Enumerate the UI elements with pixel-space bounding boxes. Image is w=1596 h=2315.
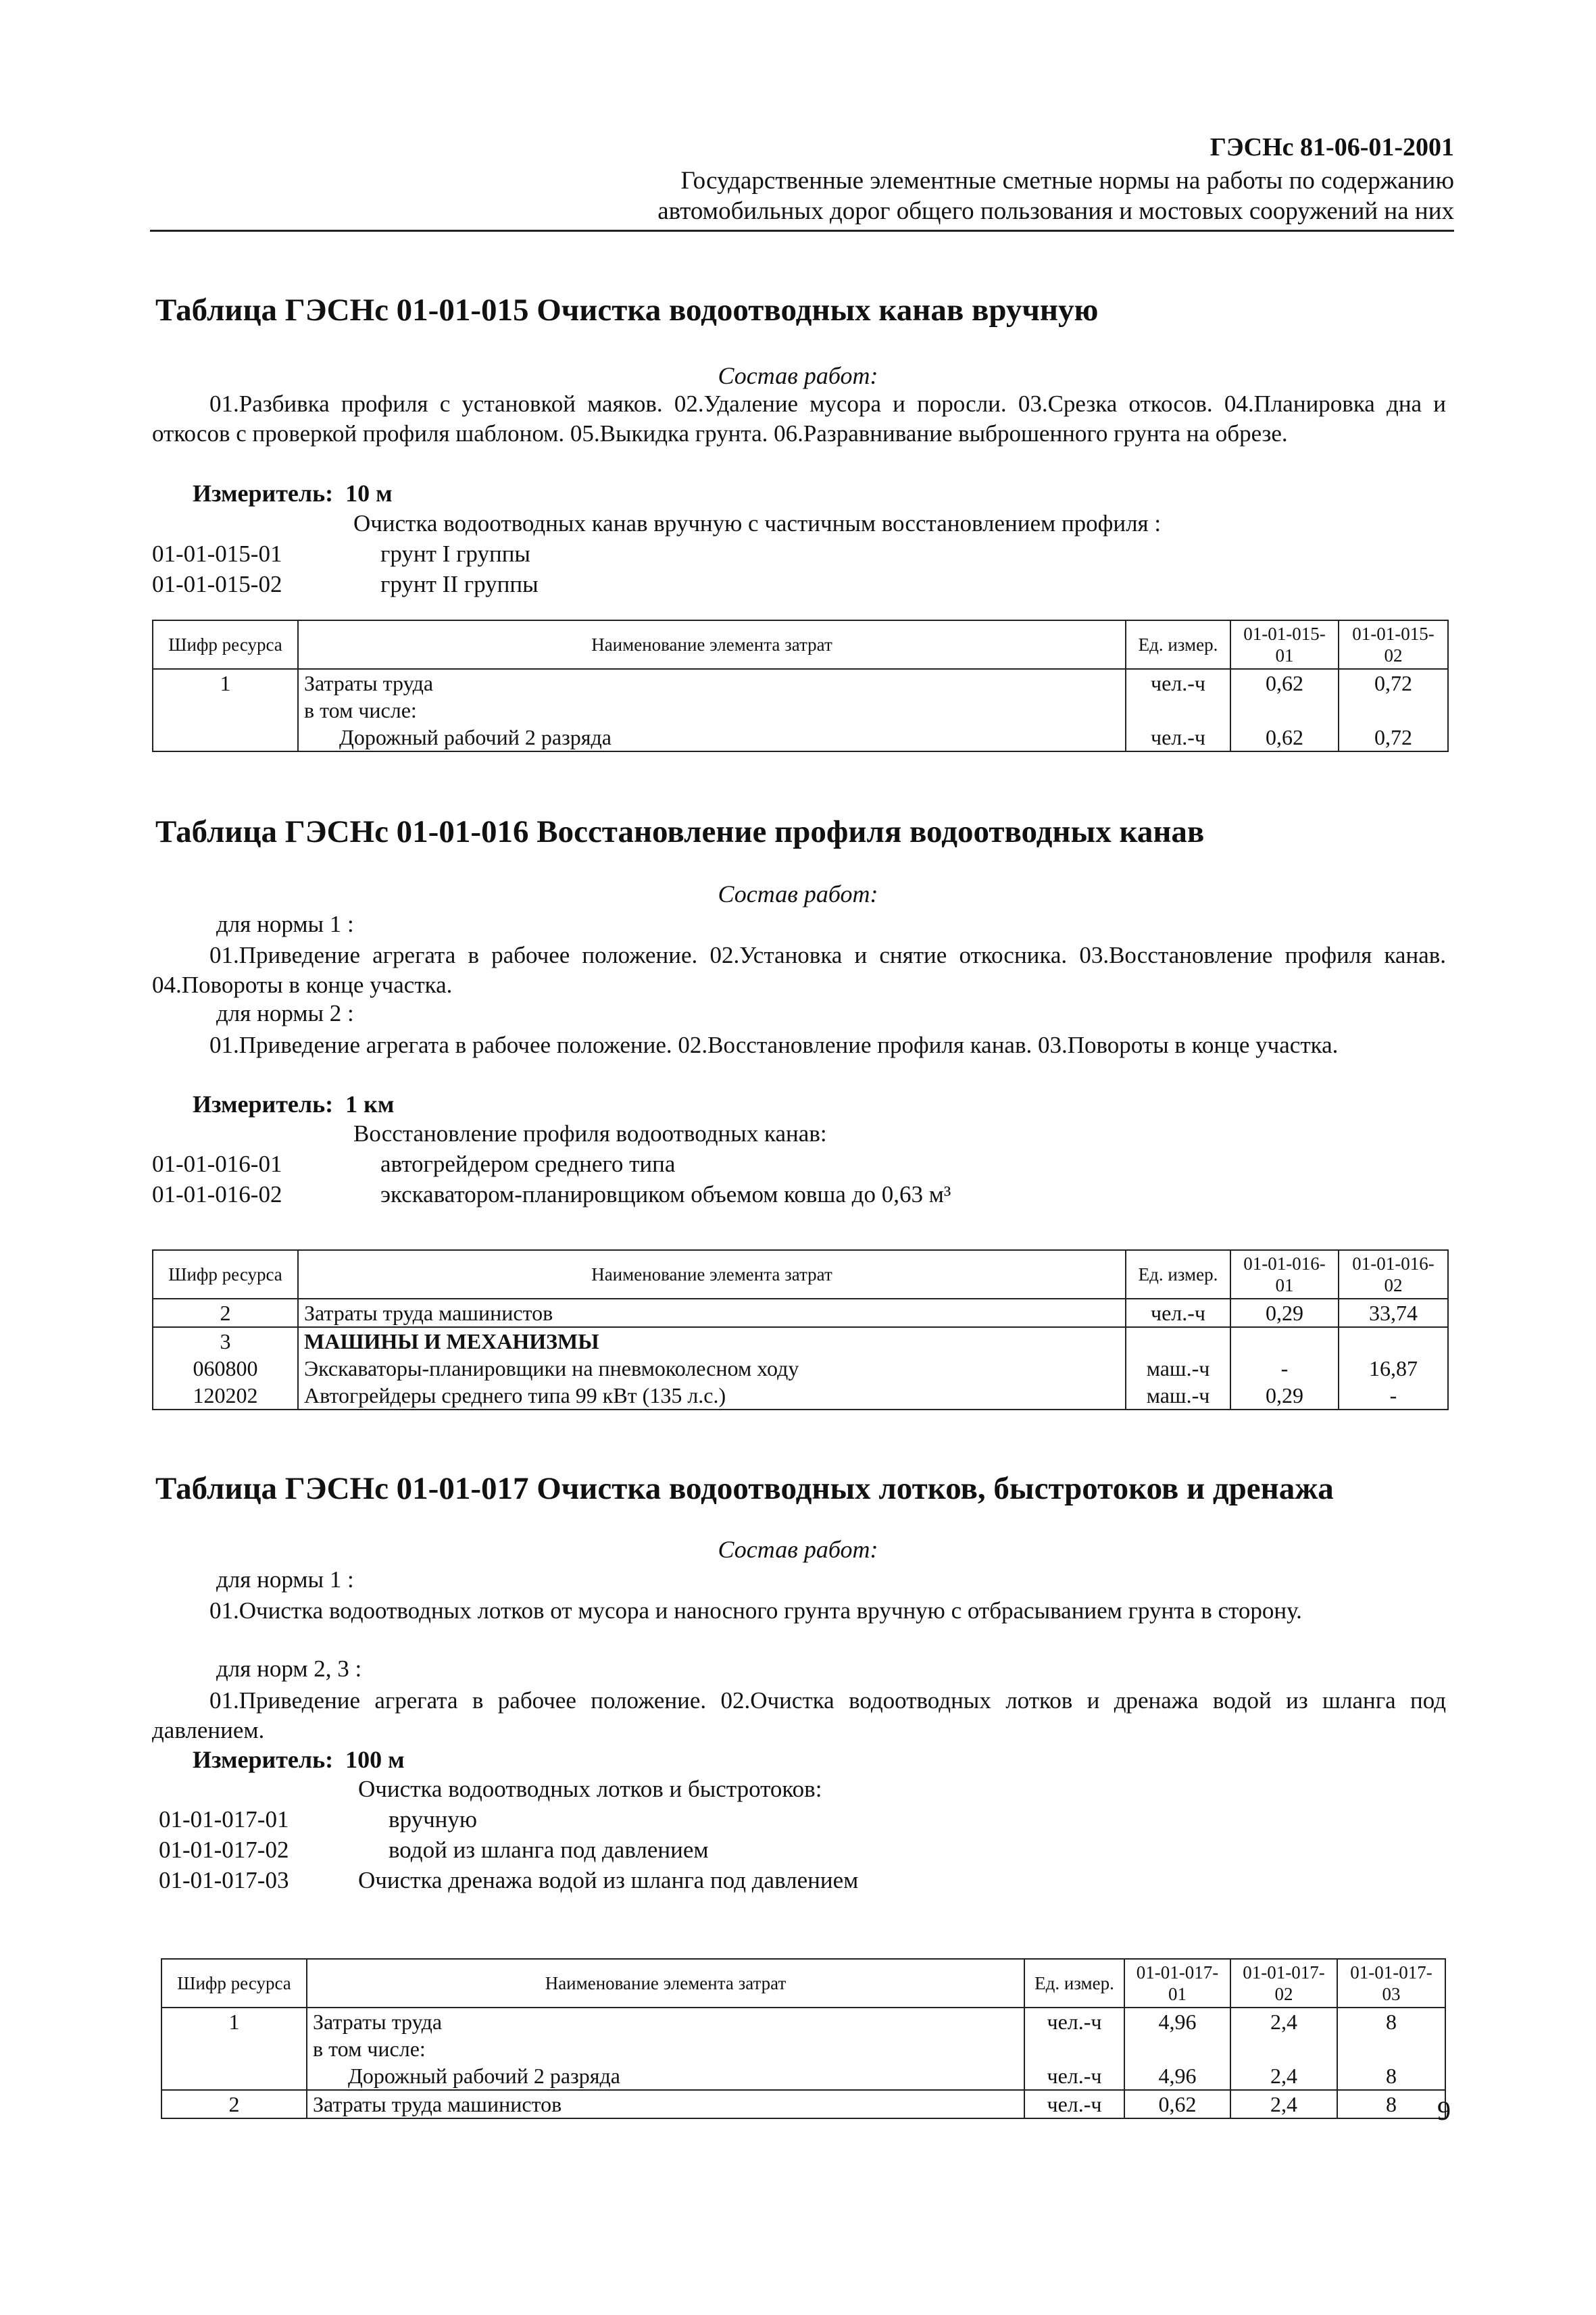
col-header-norm: 01-01-015-02 xyxy=(1339,620,1448,669)
work-composition-label: Состав работ: xyxy=(718,880,878,907)
col-header-code: Шифр ресурса xyxy=(153,1250,298,1299)
measurer-line: Измеритель: 100 м xyxy=(193,1746,405,1773)
col-header-code: Шифр ресурса xyxy=(161,1959,307,2008)
col-header-norm: 01-01-017-01 xyxy=(1124,1959,1230,2008)
col-header-norm: 01-01-017-02 xyxy=(1230,1959,1337,2008)
col-header-norm: 01-01-016-01 xyxy=(1230,1250,1339,1299)
norm-group-subtitle: Очистка водоотводных канав вручную с частичным восстановлением профиля : xyxy=(353,510,1162,537)
col-header-name: Наименование элемента затрат xyxy=(298,620,1126,669)
table-row: 3 МАШИНЫ И МЕХАНИЗМЫ xyxy=(153,1327,1448,1355)
col-header-norm: 01-01-017-03 xyxy=(1337,1959,1445,2008)
col-header-unit: Ед. измер. xyxy=(1024,1959,1124,2008)
section-title-016: Таблица ГЭСНс 01-01-016 Восстановление профиля водоотводных канав xyxy=(155,814,1205,849)
norm-code: 01-01-016-01 xyxy=(152,1151,282,1177)
table-row: 1 Затраты труда чел.-ч 0,62 0,72 xyxy=(153,669,1448,697)
document-code: ГЭСНс 81-06-01-2001 xyxy=(1210,133,1454,161)
work-composition-text: 01.Приведение агрегата в рабочее положение. 02.Восстановление профиля канав. 03.Повороты в конце участка. xyxy=(209,1032,1339,1058)
norm-note: для нормы 2 : xyxy=(216,1000,354,1026)
section-title-017: Таблица ГЭСНс 01-01-017 Очистка водоотводных лотков, быстротоков и дренажа xyxy=(155,1471,1334,1506)
norm-name: грунт I группы xyxy=(380,541,530,567)
col-header-unit: Ед. измер. xyxy=(1126,620,1230,669)
header-divider xyxy=(150,230,1454,232)
col-header-name: Наименование элемента затрат xyxy=(298,1250,1126,1299)
table-row: Дорожный рабочий 2 разряда чел.-ч 0,62 0,72 xyxy=(153,724,1448,751)
norm-note: для нормы 1 : xyxy=(216,911,354,937)
norm-name: водой из шланга под давлением xyxy=(389,1837,709,1863)
col-header-code: Шифр ресурса xyxy=(153,620,298,669)
norm-group-subtitle: Восстановление профиля водоотводных канав: xyxy=(353,1120,827,1147)
work-composition-text: 01.Приведение агрегата в рабочее положение. 02.Установка и снятие откосника. 03.Восстановление профиля канав. 04.Повороты в конце участка. xyxy=(152,942,1446,998)
work-composition-text: 01.Приведение агрегата в рабочее положение. 02.Очистка водоотводных лотков и дренажа водой из шланга под давлением. xyxy=(152,1687,1446,1743)
work-composition-text: 01.Очистка водоотводных лотков от мусора и наносного грунта вручную с отбрасыванием грунта в сторону. xyxy=(209,1597,1302,1624)
norm-code: 01-01-017-03 xyxy=(159,1867,289,1893)
norm-group-subtitle: Очистка водоотводных лотков и быстротоков: xyxy=(358,1776,822,1802)
norm-note: для норм 2, 3 : xyxy=(216,1656,362,1682)
norm-code: 01-01-016-02 xyxy=(152,1181,282,1208)
norm-note: для нормы 1 : xyxy=(216,1566,354,1593)
col-header-norm: 01-01-015-01 xyxy=(1230,620,1339,669)
table-row: 2 Затраты труда машинистов чел.-ч 0,29 33,74 xyxy=(153,1299,1448,1327)
col-header-name: Наименование элемента затрат xyxy=(307,1959,1024,2008)
measurer-line: Измеритель: 10 м xyxy=(193,480,393,507)
table-row: 120202 Автогрейдеры среднего типа 99 кВт (135 л.с.) маш.-ч 0,29 - xyxy=(153,1382,1448,1410)
norm-code: 01-01-017-02 xyxy=(159,1837,289,1863)
table-row: 1 Затраты труда чел.-ч 4,96 2,4 8 xyxy=(161,2008,1445,2035)
table-row: 2 Затраты труда машинистов чел.-ч 0,62 2,4 8 xyxy=(161,2090,1445,2118)
norm-name: автогрейдером среднего типа xyxy=(380,1151,676,1177)
page-number: 9 xyxy=(1437,2095,1451,2126)
norm-code: 01-01-015-02 xyxy=(152,571,282,597)
work-composition-text: 01.Разбивка профиля с установкой маяков. 02.Удаление мусора и поросли. 03.Срезка откосов. 04.Планировка дна и откосов с проверкой профиля шаблоном. 05.Выкидка грунта. 06.Разравнивание выброшенного грунта на обрезе. xyxy=(152,391,1446,447)
work-composition-label: Состав работ: xyxy=(718,1536,878,1563)
header-line-2: автомобильных дорог общего пользования и мостовых сооружений на них xyxy=(657,197,1454,225)
norm-code: 01-01-017-01 xyxy=(159,1806,289,1833)
measurer-line: Измеритель: 1 км xyxy=(193,1091,395,1118)
norm-code: 01-01-015-01 xyxy=(152,541,282,567)
table-row: в том числе: xyxy=(161,2035,1445,2062)
header-line-1: Государственные элементные сметные нормы на работы по содержанию xyxy=(680,167,1454,195)
col-header-unit: Ед. измер. xyxy=(1126,1250,1230,1299)
resource-table-015 xyxy=(152,620,1449,752)
table-row: в том числе: xyxy=(153,697,1448,724)
norm-name: вручную xyxy=(389,1806,478,1833)
col-header-norm: 01-01-016-02 xyxy=(1339,1250,1448,1299)
resource-table-016 xyxy=(152,1249,1449,1410)
table-row: 060800 Экскаваторы-планировщики на пневмоколесном ходу маш.-ч - 16,87 xyxy=(153,1355,1448,1382)
norm-name: грунт II группы xyxy=(380,571,539,597)
work-composition-label: Состав работ: xyxy=(718,362,878,389)
table-row: Дорожный рабочий 2 разряда чел.-ч 4,96 2,4 8 xyxy=(161,2062,1445,2090)
resource-table-017 xyxy=(161,1958,1446,2119)
section-title-015: Таблица ГЭСНс 01-01-015 Очистка водоотводных канав вручную xyxy=(155,293,1099,328)
norm-name: Очистка дренажа водой из шланга под давлением xyxy=(358,1867,859,1893)
norm-name: экскаватором-планировщиком объемом ковша до 0,63 м³ xyxy=(380,1181,951,1208)
